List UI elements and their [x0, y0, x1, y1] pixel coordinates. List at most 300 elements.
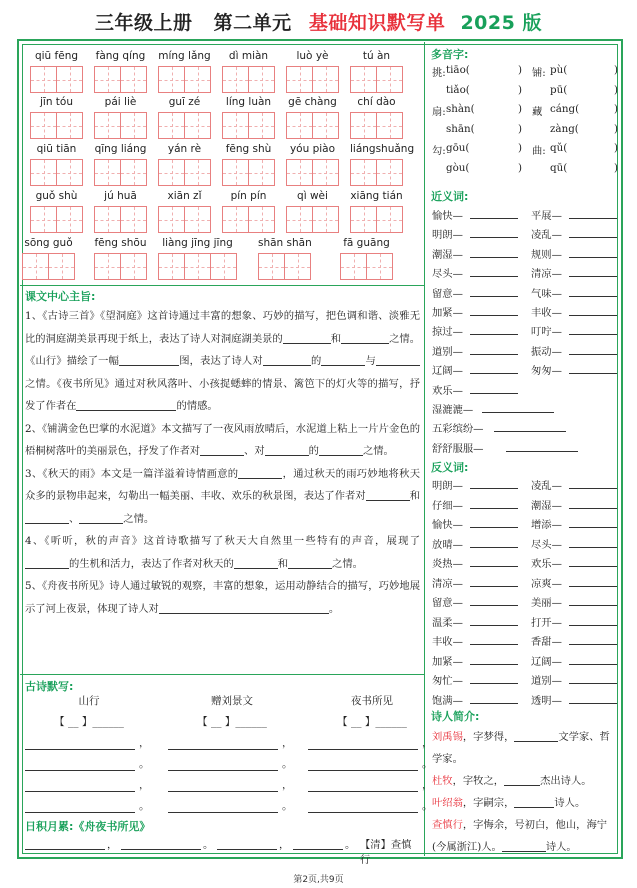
antonym-blank[interactable]	[569, 536, 617, 548]
polyphone-a: tiāo(	[446, 64, 470, 76]
tianzige-box[interactable]	[350, 112, 377, 139]
tianzige-box[interactable]	[158, 112, 185, 139]
tianzige-box[interactable]	[248, 112, 275, 139]
tianzige-box[interactable]	[248, 206, 275, 233]
pinyin-text: líng luàn	[225, 96, 272, 108]
tianzige-box[interactable]	[158, 159, 185, 186]
pinyin-text: luò yè	[296, 50, 329, 62]
antonym-word: 加紧—	[432, 655, 463, 668]
synonym-word: 掠过—	[432, 326, 463, 339]
pinyin-text: pái liè	[104, 96, 137, 108]
synonym-blank[interactable]	[470, 265, 518, 277]
antonym-blank[interactable]	[470, 672, 518, 684]
antonym-word: 饱满—	[432, 694, 463, 707]
antonym-blank[interactable]	[470, 555, 518, 567]
tianzige-boxes	[258, 253, 310, 280]
polyphone-row	[432, 84, 618, 100]
tianzige-box[interactable]	[286, 66, 313, 93]
synonym-blank[interactable]	[470, 246, 518, 258]
poem-punct: 。	[422, 758, 433, 770]
antonym-word: 道别—	[531, 675, 562, 687]
tianzige-boxes	[94, 159, 146, 186]
antonym-blank[interactable]	[569, 594, 617, 606]
polyphone-c: qū(	[550, 161, 568, 174]
polyphone-b: )	[518, 64, 523, 76]
synonym-row	[432, 323, 618, 339]
antonym-word: 凌乱—	[531, 480, 562, 492]
tianzige-boxes	[158, 66, 210, 93]
antonym-word: 辽阔—	[531, 655, 562, 668]
synonym-blank[interactable]	[569, 304, 617, 316]
poets-area	[432, 726, 618, 858]
tianzige-boxes	[286, 206, 338, 233]
tianzige-box[interactable]	[210, 253, 237, 280]
polyphone-c: qǔ(	[550, 142, 568, 154]
synonym-blank[interactable]	[470, 382, 518, 394]
antonym-blank[interactable]	[470, 516, 518, 528]
polyphone-row	[432, 123, 618, 139]
synonym-blank[interactable]	[569, 207, 617, 219]
polyphone-row	[432, 64, 618, 80]
poem-blank-line[interactable]	[308, 750, 433, 771]
synonym-word: 道别—	[432, 345, 463, 358]
synonym-blank[interactable]	[470, 304, 518, 316]
synonym-blank[interactable]	[569, 362, 617, 374]
synonym-word: 匆匆—	[531, 365, 562, 378]
tianzige-box[interactable]	[286, 206, 313, 233]
tianzige-box[interactable]	[158, 253, 185, 280]
tianzige-box[interactable]	[184, 66, 211, 93]
main-idea-1: 1、《古诗三首》《望洞庭》这首诗通过丰富的想象、巧妙的描写，把色调和谐、淡雅无比的洞庭湖美景再现于纸上，表达了诗人对洞庭湖美景的 和 之情。《山行》描绘了一幅 图，表达了诗人对 的 与之情。《夜书所见》通过对秋风落叶、小孩捉蟋蟀的情景、篱笆下的灯火等的描写，抒发了作者在 的情感。	[25, 310, 421, 412]
poem-blank-line[interactable]	[168, 729, 293, 750]
antonym-row	[432, 672, 618, 688]
synonym-row	[432, 265, 618, 281]
antonym-row	[432, 516, 618, 532]
tianzige-box[interactable]	[312, 159, 339, 186]
polyphone-c: zàng(	[550, 122, 579, 135]
tianzige-box[interactable]	[248, 66, 275, 93]
pinyin-text: guī zé	[168, 96, 201, 108]
tianzige-box[interactable]	[30, 112, 57, 139]
polyphone-a: tiǎo(	[446, 83, 470, 96]
tianzige-box[interactable]	[350, 206, 377, 233]
main-idea-text	[25, 305, 420, 620]
tianzige-box[interactable]	[258, 253, 285, 280]
poem-blank-line[interactable]	[168, 792, 293, 813]
antonym-word: 凉爽—	[531, 577, 562, 590]
tianzige-box[interactable]	[286, 159, 313, 186]
tianzige-box[interactable]	[312, 112, 339, 139]
synonym-blank[interactable]	[470, 285, 518, 297]
tianzige-boxes	[350, 66, 402, 93]
pinyin-text: fā guāng	[343, 237, 390, 249]
synonym-row	[432, 246, 618, 262]
antonym-row	[432, 653, 618, 669]
tianzige-box[interactable]	[366, 253, 393, 280]
antonym-blank[interactable]	[470, 653, 518, 665]
poem-punct: ，	[282, 737, 293, 749]
polyphone-c: pū(	[550, 83, 568, 96]
pinyin-text: fēng shōu	[94, 237, 147, 249]
synonym-word: 辽阔—	[432, 365, 463, 378]
synonym-word: 加紧—	[432, 307, 463, 319]
poem-punct: ，	[139, 737, 150, 749]
synonym-word: 丰收—	[531, 307, 562, 319]
poem-punct: ，	[422, 779, 433, 791]
synonym-blank[interactable]	[470, 323, 518, 335]
synonym-row	[432, 207, 618, 223]
tianzige-box[interactable]	[222, 206, 249, 233]
tianzige-boxes	[222, 112, 274, 139]
polyphone-d: )	[614, 103, 619, 115]
poem-blank-line[interactable]	[25, 729, 150, 750]
poem-blank-line[interactable]	[25, 750, 150, 771]
tianzige-box[interactable]	[222, 66, 249, 93]
tianzige-box[interactable]	[94, 66, 121, 93]
section-poems: 古诗默写:	[25, 680, 74, 693]
antonym-blank[interactable]	[470, 536, 518, 548]
tianzige-box[interactable]	[184, 159, 211, 186]
tianzige-boxes	[94, 66, 146, 93]
tianzige-boxes	[158, 253, 236, 280]
section-poets: 诗人简介:	[431, 710, 480, 723]
poem-punct: ，	[139, 779, 150, 791]
poem-title: 赠刘景文	[211, 695, 253, 707]
main-idea-5: 5、《舟夜书所见》诗人通过敏锐的观察，丰富的想象，运用动静结合的描写，巧妙地展示了河上夜景，体现了诗人对 。	[25, 580, 420, 615]
antonym-word: 欢乐—	[531, 558, 562, 570]
tianzige-box[interactable]	[120, 66, 147, 93]
synonym-blank[interactable]	[470, 207, 518, 219]
synonym-word: 振动—	[531, 345, 562, 358]
tianzige-box[interactable]	[30, 66, 57, 93]
pinyin-text: tú àn	[362, 50, 391, 62]
synonym-blank[interactable]	[494, 420, 566, 432]
pinyin-text: xiān zǐ	[167, 190, 202, 202]
antonym-row	[432, 594, 618, 610]
synonym-blank[interactable]	[470, 226, 518, 238]
tianzige-box[interactable]	[120, 253, 147, 280]
tianzige-boxes	[30, 112, 82, 139]
antonym-blank[interactable]	[470, 575, 518, 587]
antonym-word: 放晴—	[432, 538, 463, 551]
tianzige-box[interactable]	[340, 253, 367, 280]
synonym-word: 凌乱—	[531, 229, 562, 242]
tianzige-box[interactable]	[94, 206, 121, 233]
tianzige-box[interactable]	[56, 206, 83, 233]
tianzige-box[interactable]	[376, 66, 403, 93]
polyphone-ch2: 藏	[532, 106, 543, 118]
tianzige-box[interactable]	[56, 159, 83, 186]
page-title	[0, 8, 637, 35]
antonym-blank[interactable]	[470, 614, 518, 626]
divider-line	[20, 674, 424, 675]
poem-punct: 。	[422, 800, 433, 812]
poem-punct: 。	[139, 800, 150, 812]
pinyin-text: qiū fēng	[34, 50, 79, 62]
synonym-blank[interactable]	[506, 440, 578, 452]
pinyin-text: chí dào	[357, 96, 396, 108]
tianzige-box[interactable]	[222, 159, 249, 186]
antonym-word: 香甜—	[531, 636, 562, 648]
poem-blank-line[interactable]	[25, 792, 150, 813]
pinyin-text: fàng qíng	[95, 50, 146, 62]
synonym-word: 愉快—	[432, 210, 463, 222]
tianzige-boxes	[222, 206, 274, 233]
page-footer: 第2页,共9页	[293, 875, 344, 885]
poem-column	[168, 694, 296, 813]
polyphone-row	[432, 103, 618, 119]
tianzige-boxes	[222, 159, 274, 186]
tianzige-boxes	[350, 206, 402, 233]
poem-title: 山行	[78, 695, 100, 707]
antonym-blank[interactable]	[470, 594, 518, 606]
synonym-blank[interactable]	[569, 246, 617, 258]
tianzige-box[interactable]	[158, 206, 185, 233]
pinyin-row	[22, 96, 420, 142]
pinyin-text: xiāng tián	[350, 190, 403, 202]
section-main-idea: 课文中心主旨:	[25, 290, 96, 303]
tianzige-boxes	[94, 112, 146, 139]
synonym-word: 清凉—	[531, 268, 562, 281]
tianzige-boxes	[286, 159, 338, 186]
tianzige-box[interactable]	[284, 253, 311, 280]
poem-title: 夜书所见	[351, 695, 393, 707]
synonym-blank[interactable]	[569, 323, 617, 335]
antonym-blank[interactable]	[470, 497, 518, 509]
poem-blank-line[interactable]	[308, 729, 433, 750]
pinyin-text: míng lǎng	[158, 50, 211, 62]
synonym-word: 平展—	[531, 210, 562, 222]
antonym-word: 打开—	[531, 616, 562, 629]
tianzige-boxes	[286, 66, 338, 93]
antonym-word: 仔细—	[432, 499, 463, 512]
polyphone-d: )	[614, 161, 619, 174]
tianzige-box[interactable]	[184, 112, 211, 139]
tianzige-box[interactable]	[94, 112, 121, 139]
tianzige-box[interactable]	[350, 159, 377, 186]
synonym-blank[interactable]	[482, 401, 554, 413]
antonym-blank[interactable]	[569, 497, 617, 509]
antonym-blank[interactable]	[470, 477, 518, 489]
antonym-word: 清凉—	[432, 577, 463, 590]
poem-column	[308, 694, 436, 813]
polyphone-b: )	[518, 142, 523, 154]
antonym-word: 留意—	[432, 597, 463, 609]
main-idea-4: 4、《听听，秋的声音》这首诗歌描写了秋天大自然里一些特有的声音，展现了的生机和活力，表达了作者对秋天的 和 之情。	[25, 535, 420, 570]
synonym-word: 欢乐—	[432, 384, 463, 397]
synonym-word: 叮咛—	[531, 326, 562, 339]
synonym-word: 明朗—	[432, 229, 463, 242]
antonym-blank[interactable]	[569, 672, 617, 684]
pinyin-row	[22, 237, 420, 283]
antonym-word: 温柔—	[432, 616, 463, 629]
synonym-word: 留意—	[432, 287, 463, 300]
poem-blank-line[interactable]	[25, 771, 150, 792]
tianzige-boxes	[286, 112, 338, 139]
antonym-word: 尽头—	[531, 538, 562, 551]
pinyin-text: gē chàng	[288, 96, 337, 108]
pinyin-text: guǒ shù	[35, 190, 78, 202]
tianzige-boxes	[350, 112, 402, 139]
tianzige-box[interactable]	[56, 66, 83, 93]
synonym-blank[interactable]	[569, 226, 617, 238]
pinyin-row	[22, 143, 420, 189]
antonym-word: 愉快—	[432, 519, 463, 531]
tianzige-box[interactable]	[120, 112, 147, 139]
polyphone-a: shān(	[446, 122, 475, 135]
antonym-row	[432, 555, 618, 571]
synonym-row	[432, 382, 618, 398]
poet-3: 叶绍翁，字嗣宗， 诗人。	[432, 797, 586, 809]
antonym-blank[interactable]	[569, 555, 617, 567]
pinyin-text: jīn tóu	[39, 96, 74, 108]
antonym-blank[interactable]	[569, 614, 617, 626]
poem-punct: 。	[282, 758, 293, 770]
tianzige-box[interactable]	[376, 112, 403, 139]
pinyin-text: qīng liáng	[94, 143, 147, 155]
synonym-blank[interactable]	[470, 343, 518, 355]
poem-blank-line[interactable]	[168, 750, 293, 771]
synonym-word: 规则—	[531, 248, 562, 261]
poem-blank-line[interactable]	[308, 792, 433, 813]
tianzige-box[interactable]	[312, 206, 339, 233]
synonym-blank[interactable]	[569, 343, 617, 355]
synonym-word: 舒舒服服—	[432, 442, 484, 455]
divider-line	[20, 285, 424, 286]
tianzige-boxes	[22, 253, 74, 280]
polyphone-c: cáng(	[550, 103, 580, 115]
pinyin-text: sōng guǒ	[24, 237, 73, 249]
polyphone-d: )	[614, 83, 619, 96]
tianzige-box[interactable]	[350, 66, 377, 93]
tianzige-box[interactable]	[376, 206, 403, 233]
synonym-word: 五彩缤纷—	[432, 423, 484, 436]
antonym-blank[interactable]	[470, 692, 518, 704]
pinyin-text: liángshuǎng	[350, 143, 415, 155]
tianzige-boxes	[158, 112, 210, 139]
pinyin-text: dì miàn	[228, 50, 269, 62]
pinyin-text: shān shān	[258, 237, 312, 249]
tianzige-box[interactable]	[248, 159, 275, 186]
polyphone-b: )	[518, 103, 523, 115]
polyphone-c: pù(	[550, 64, 568, 76]
polyphone-row	[432, 162, 618, 178]
poem-column	[25, 694, 153, 813]
polyphone-ch2: 铺:	[532, 67, 546, 79]
pinyin-text: fēng shù	[225, 143, 272, 155]
synonym-blank[interactable]	[470, 362, 518, 374]
synonym-row	[432, 285, 618, 301]
synonym-row	[432, 304, 618, 320]
title-edition: 2025 版	[460, 12, 542, 34]
tianzige-box[interactable]	[184, 206, 211, 233]
poem-punct: ，	[282, 779, 293, 791]
tianzige-box[interactable]	[222, 112, 249, 139]
poem-punct: ，	[422, 737, 433, 749]
tianzige-box[interactable]	[286, 112, 313, 139]
polyphone-a: gòu(	[446, 161, 470, 174]
antonym-blank[interactable]	[569, 633, 617, 645]
synonym-blank[interactable]	[569, 285, 617, 297]
tianzige-boxes	[30, 206, 82, 233]
section-antonym: 反义词:	[431, 461, 469, 474]
antonym-blank[interactable]	[470, 633, 518, 645]
antonym-row	[432, 477, 618, 493]
antonym-row	[432, 575, 618, 591]
tianzige-box[interactable]	[94, 159, 121, 186]
pinyin-text: liàng jīng jīng	[162, 237, 233, 249]
section-synonym: 近义词:	[431, 190, 469, 203]
polyphone-ch: 勾:	[432, 145, 446, 157]
antonym-blank[interactable]	[569, 653, 617, 665]
tianzige-box[interactable]	[30, 206, 57, 233]
main-idea-3: 3、《秋天的雨》本文是一篇洋溢着诗情画意的 ，通过秋天的雨巧妙地将秋天众多的景物串起来，勾勒出一幅美丽、丰收、欢乐的秋景图，表达了作者对 和、 之情。	[25, 467, 421, 525]
tianzige-boxes	[94, 206, 146, 233]
polyphone-d: )	[614, 142, 619, 154]
antonym-word: 潮湿—	[531, 499, 562, 512]
pinyin-text: yán rè	[167, 143, 202, 155]
tianzige-box[interactable]	[22, 253, 49, 280]
tianzige-boxes	[350, 159, 402, 186]
poem-author: 【 __ 】______	[337, 716, 407, 728]
antonym-blank[interactable]	[569, 477, 617, 489]
poem-punct: 。	[282, 800, 293, 812]
tianzige-box[interactable]	[48, 253, 75, 280]
tianzige-boxes	[340, 253, 392, 280]
poet-1: 刘禹锡，字梦得， 文学家、哲学家。	[432, 731, 610, 765]
synonym-row	[432, 401, 618, 417]
synonym-row	[432, 343, 618, 359]
tianzige-box[interactable]	[30, 159, 57, 186]
antonym-blank[interactable]	[569, 575, 617, 587]
antonym-blank[interactable]	[569, 516, 617, 528]
synonym-blank[interactable]	[569, 265, 617, 277]
tianzige-box[interactable]	[158, 66, 185, 93]
antonym-word: 匆忙—	[432, 675, 463, 687]
pinyin-row	[22, 190, 420, 236]
pinyin-text: qiū tiān	[36, 143, 77, 155]
synonym-row	[432, 226, 618, 242]
section-daily: 日积月累:《舟夜书所见》	[25, 820, 151, 833]
tianzige-boxes	[30, 66, 82, 93]
antonym-blank[interactable]	[569, 692, 617, 704]
synonym-word: 湿漉漉—	[432, 404, 474, 416]
tianzige-boxes	[30, 159, 82, 186]
poem-punct: 。	[139, 758, 150, 770]
polyphone-ch: 扇:	[432, 106, 446, 118]
antonym-word: 透明—	[531, 694, 562, 707]
tianzige-box[interactable]	[94, 253, 121, 280]
tianzige-box[interactable]	[56, 112, 83, 139]
polyphone-d: )	[614, 122, 619, 135]
poem-blank-line[interactable]	[308, 771, 433, 792]
tianzige-box[interactable]	[184, 253, 211, 280]
polyphone-row	[432, 142, 618, 158]
title-subject: 基础知识默写单	[308, 12, 446, 34]
tianzige-box[interactable]	[376, 159, 403, 186]
title-unit: 第二单元	[213, 12, 292, 34]
section-polyphone: 多音字:	[431, 48, 469, 61]
tianzige-box[interactable]	[120, 206, 147, 233]
antonym-word: 炎热—	[432, 558, 463, 570]
pinyin-text: yóu piào	[289, 143, 336, 155]
tianzige-box[interactable]	[120, 159, 147, 186]
pinyin-row	[22, 50, 420, 96]
polyphone-b: )	[518, 83, 523, 96]
tianzige-boxes	[158, 206, 210, 233]
poem-blank-line[interactable]	[168, 771, 293, 792]
tianzige-box[interactable]	[312, 66, 339, 93]
